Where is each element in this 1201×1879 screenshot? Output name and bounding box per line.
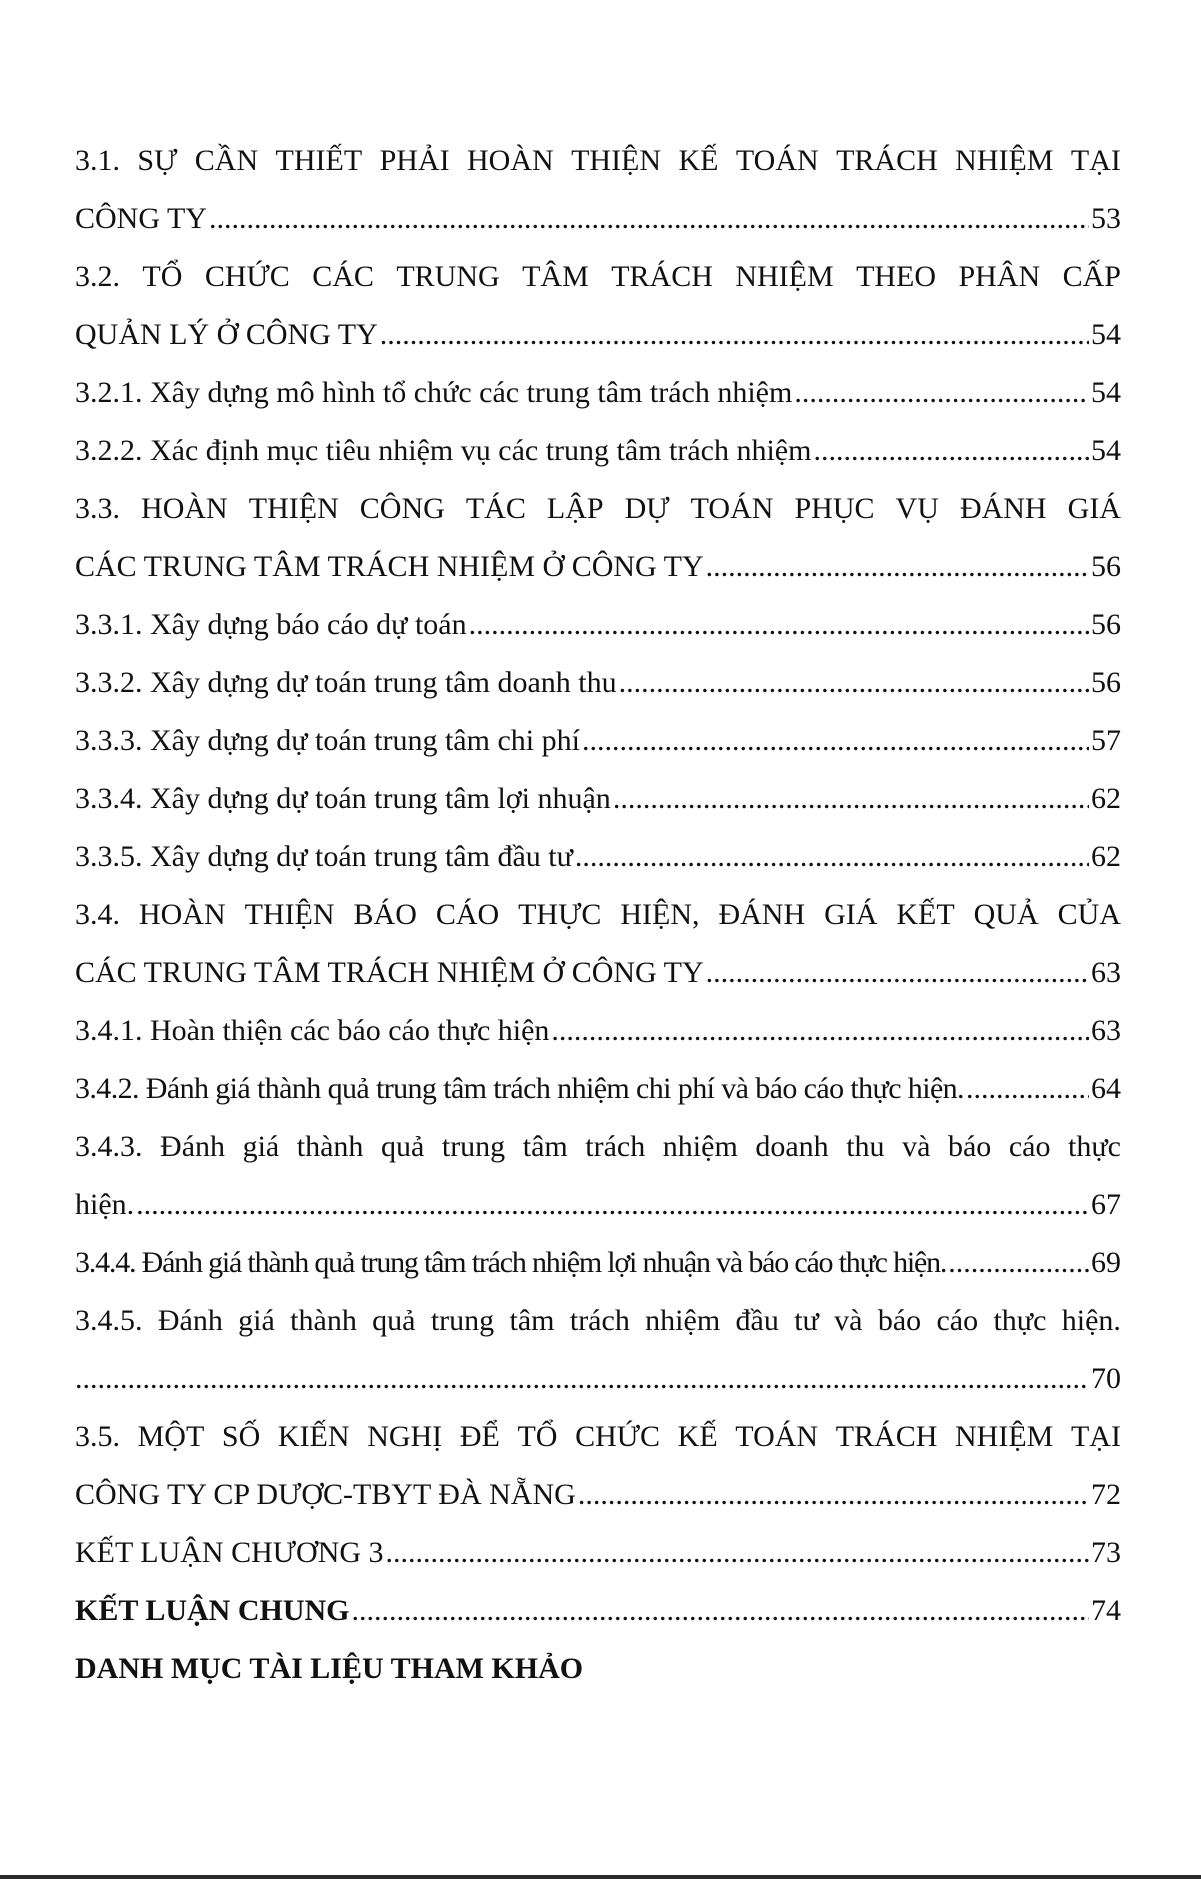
toc-title: 3.4.2. Đánh giá thành quả trung tâm trách nhiệm chi phí và báo cáo thực hiện.	[75, 1072, 964, 1105]
word: TRÁCH	[611, 260, 713, 293]
word: thực	[1068, 1130, 1121, 1163]
word: tư	[794, 1304, 819, 1337]
table-of-contents	[75, 132, 1121, 1698]
word: ĐỂ	[459, 1420, 500, 1453]
word: báo	[947, 1130, 992, 1163]
word: KIẾN	[277, 1420, 350, 1453]
toc-entry-ket-luan-chung[interactable]	[75, 1582, 1121, 1640]
word: KẾ	[677, 1420, 718, 1453]
page-number: 54	[1091, 318, 1121, 351]
page-number: 73	[1091, 1536, 1121, 1569]
word: GIÁ	[1067, 492, 1121, 525]
toc-entry-3-1-line1[interactable]	[75, 132, 1121, 190]
word: THIỆN	[248, 492, 339, 525]
leader-dots	[551, 1002, 1089, 1060]
word: CÔNG	[359, 492, 445, 525]
toc-title: KẾT LUẬN CHUNG	[75, 1594, 350, 1627]
word: giá	[238, 1304, 275, 1337]
word: DỰ	[624, 492, 670, 525]
page-number: 54	[1091, 434, 1121, 467]
page-number: 56	[1091, 550, 1121, 583]
page-number: 70	[1091, 1362, 1121, 1395]
toc-entry-3-3-line2[interactable]	[75, 538, 1121, 596]
page-number: 62	[1091, 840, 1121, 873]
toc-title: hiện.	[75, 1188, 135, 1221]
toc-entry-3-4-4[interactable]	[75, 1234, 1121, 1292]
toc-entry-3-2-1[interactable]	[75, 364, 1121, 422]
toc-entry-3-3-4[interactable]	[75, 770, 1121, 828]
leader-dots	[948, 1234, 1089, 1292]
word: NHIỆM	[955, 144, 1054, 177]
word: TOÁN	[690, 492, 774, 525]
word: KẾT	[896, 898, 955, 931]
leader-dots	[575, 828, 1089, 886]
toc-entry-3-4-line2[interactable]	[75, 944, 1121, 1002]
toc-entry-3-2-line2[interactable]	[75, 306, 1121, 364]
word: THIỆN	[244, 898, 335, 931]
toc-title: 3.2.2. Xác định mục tiêu nhiệm vụ các trung tâm trách nhiệm	[75, 434, 812, 467]
toc-entry-3-4-2[interactable]	[75, 1060, 1121, 1118]
word: nhiệm	[645, 1304, 721, 1337]
word: 3.4.5.	[75, 1304, 143, 1337]
toc-entry-3-2-2[interactable]	[75, 422, 1121, 480]
page-number: 74	[1091, 1594, 1121, 1627]
word: trách	[585, 1130, 646, 1163]
leader-dots	[582, 712, 1089, 770]
word: đầu	[735, 1304, 779, 1337]
word: thực	[993, 1304, 1047, 1337]
leader-dots	[380, 306, 1089, 364]
word: GIÁ	[824, 898, 878, 931]
word: quả	[380, 1130, 425, 1163]
word: hiện.	[1061, 1304, 1121, 1337]
leader-dots	[136, 1176, 1089, 1234]
toc-entry-3-4-1[interactable]	[75, 1002, 1121, 1060]
word: CẤP	[1062, 260, 1121, 293]
toc-title: 3.3.3. Xây dựng dự toán trung tâm chi phí	[75, 724, 580, 757]
page-number: 56	[1091, 608, 1121, 641]
word: THỰC	[518, 898, 602, 931]
word: PHỤC	[794, 492, 875, 525]
toc-title: QUẢN LÝ Ở CÔNG TY	[75, 318, 378, 351]
word: trách	[569, 1304, 630, 1337]
page-number: 53	[1091, 202, 1121, 235]
word: trung	[430, 1304, 495, 1337]
word: tâm	[509, 1304, 555, 1337]
word: cáo	[1008, 1130, 1051, 1163]
word: thu	[846, 1130, 885, 1163]
word: Đánh	[157, 1304, 223, 1337]
leader-dots	[706, 538, 1089, 596]
toc-entry-3-3-5[interactable]	[75, 828, 1121, 886]
word: giá	[242, 1130, 280, 1163]
word: ĐÁNH	[718, 898, 806, 931]
word: trung	[441, 1130, 506, 1163]
word: THIẾT	[275, 144, 363, 177]
word: NGHỊ	[367, 1420, 443, 1453]
word: SỐ	[221, 1420, 261, 1453]
toc-entry-3-4-line1[interactable]	[75, 886, 1121, 944]
word: TÂM	[522, 260, 589, 293]
toc-title: CÁC TRUNG TÂM TRÁCH NHIỆM Ở CÔNG TY	[75, 956, 704, 989]
leader-dots	[706, 944, 1089, 1002]
leader-dots	[351, 1582, 1089, 1640]
toc-title: 3.3.4. Xây dựng dự toán trung tâm lợi nhuận	[75, 782, 611, 815]
word: 3.4.	[75, 898, 120, 931]
toc-title: CÔNG TY CP DƯỢC-TBYT ĐÀ NẴNG	[75, 1478, 576, 1511]
toc-title: DANH MỤC TÀI LIỆU THAM KHẢO	[75, 1652, 584, 1685]
word: HOÀN	[138, 898, 226, 931]
leader-dots	[813, 422, 1089, 480]
leader-dots	[619, 654, 1089, 712]
word: TRÁCH	[835, 1420, 938, 1453]
word: 3.2.	[75, 260, 120, 293]
toc-entry-3-2-line1[interactable]	[75, 248, 1121, 306]
word: BÁO	[353, 898, 417, 931]
word: thành	[296, 1130, 364, 1163]
page-number: 57	[1091, 724, 1121, 757]
word: 3.1.	[75, 144, 120, 177]
toc-title: 3.3.2. Xây dựng dự toán trung tâm doanh thu	[75, 666, 617, 699]
word: CÁO	[435, 898, 500, 931]
leader-dots	[613, 770, 1089, 828]
toc-entry-3-4-5-line1[interactable]	[75, 1292, 1121, 1350]
page-number: 64	[1091, 1072, 1121, 1105]
toc-entry-3-5-line1[interactable]	[75, 1408, 1121, 1466]
word: nhiệm	[662, 1130, 738, 1163]
word: HOÀN	[467, 144, 554, 177]
word: CHỨC	[204, 260, 290, 293]
word: TOÁN	[735, 144, 819, 177]
word: THEO	[856, 260, 937, 293]
leader-dots	[386, 1524, 1089, 1582]
word: TÁC	[465, 492, 526, 525]
leader-dots	[469, 596, 1089, 654]
page-number: 62	[1091, 782, 1121, 815]
word: TOÁN	[735, 1420, 819, 1453]
page-number: 72	[1091, 1478, 1121, 1511]
word: CỦA	[1057, 898, 1121, 931]
word: Đánh	[160, 1130, 226, 1163]
toc-entry-ket-luan-chuong-3[interactable]	[75, 1524, 1121, 1582]
word: TỔ	[517, 1420, 558, 1453]
page-bottom-edge	[0, 1875, 1201, 1879]
toc-title: KẾT LUẬN CHƯƠNG 3	[75, 1536, 384, 1569]
word: 3.4.3.	[75, 1130, 143, 1163]
toc-entry-3-3-2[interactable]	[75, 654, 1121, 712]
toc-entry-3-5-line2[interactable]	[75, 1466, 1121, 1524]
word: doanh	[755, 1130, 829, 1163]
toc-entry-3-4-3-line2[interactable]	[75, 1176, 1121, 1234]
toc-entry-3-3-1[interactable]	[75, 596, 1121, 654]
word: ĐÁNH	[959, 492, 1047, 525]
page-number: 63	[1091, 956, 1121, 989]
toc-title: 3.3.1. Xây dựng báo cáo dự toán	[75, 608, 467, 641]
word: quả	[372, 1304, 416, 1337]
word: TRÁCH	[836, 144, 938, 177]
word: CÁC	[312, 260, 374, 293]
toc-entry-3-3-3[interactable]	[75, 712, 1121, 770]
leader-dots	[794, 364, 1089, 422]
word: thành	[290, 1304, 357, 1337]
toc-title: 3.4.4. Đánh giá thành quả trung tâm trách nhiệm lợi nhuận và báo cáo thực hiện.	[75, 1246, 947, 1279]
toc-title: CÔNG TY	[75, 202, 207, 235]
word: HOÀN	[141, 492, 228, 525]
word: VỤ	[895, 492, 939, 525]
word: SỰ	[137, 144, 178, 177]
word: cáo	[936, 1304, 979, 1337]
word: TỔ	[142, 260, 183, 293]
word: TẠI	[1070, 144, 1121, 177]
word: CHỨC	[575, 1420, 661, 1453]
word: tâm	[522, 1130, 568, 1163]
page-number: 54	[1091, 376, 1121, 409]
page-number: 56	[1091, 666, 1121, 699]
word: và	[902, 1130, 931, 1163]
word: KẾ	[678, 144, 719, 177]
word: NHIỆM	[735, 260, 834, 293]
word: TẠI	[1070, 1420, 1121, 1453]
word: THIỆN	[571, 144, 662, 177]
word: 3.3.	[75, 492, 120, 525]
toc-entry-3-4-5-line2[interactable]	[75, 1350, 1121, 1408]
word: 3.5.	[75, 1420, 120, 1453]
toc-title: 3.4.1. Hoàn thiện các báo cáo thực hiện	[75, 1014, 550, 1047]
word: QUẢ	[973, 898, 1039, 931]
toc-title: 3.2.1. Xây dựng mô hình tổ chức các trung tâm trách nhiệm	[75, 376, 793, 409]
leader-dots	[209, 190, 1089, 248]
page-number: 67	[1091, 1188, 1121, 1221]
word: NHIỆM	[955, 1420, 1054, 1453]
word: báo	[877, 1304, 922, 1337]
word: PHẢI	[379, 144, 450, 177]
toc-entry-3-4-3-line1[interactable]	[75, 1118, 1121, 1176]
word: LẬP	[546, 492, 604, 525]
leader-dots	[578, 1466, 1089, 1524]
toc-entry-danh-muc-tai-lieu[interactable]	[75, 1640, 1121, 1698]
toc-title: 3.3.5. Xây dựng dự toán trung tâm đầu tư	[75, 840, 573, 873]
toc-entry-3-1-line2[interactable]	[75, 190, 1121, 248]
leader-dots	[75, 1350, 1089, 1408]
word: và	[834, 1304, 863, 1337]
page-number: 63	[1091, 1014, 1121, 1047]
word: HIỆN,	[620, 898, 700, 931]
word: CẦN	[194, 144, 259, 177]
word: TRUNG	[396, 260, 500, 293]
toc-title: CÁC TRUNG TÂM TRÁCH NHIỆM Ở CÔNG TY	[75, 550, 704, 583]
word: PHÂN	[958, 260, 1041, 293]
toc-entry-3-3-line1[interactable]	[75, 480, 1121, 538]
leader-dots	[966, 1060, 1089, 1118]
word: MỘT	[137, 1420, 205, 1453]
page-number: 69	[1091, 1246, 1121, 1279]
